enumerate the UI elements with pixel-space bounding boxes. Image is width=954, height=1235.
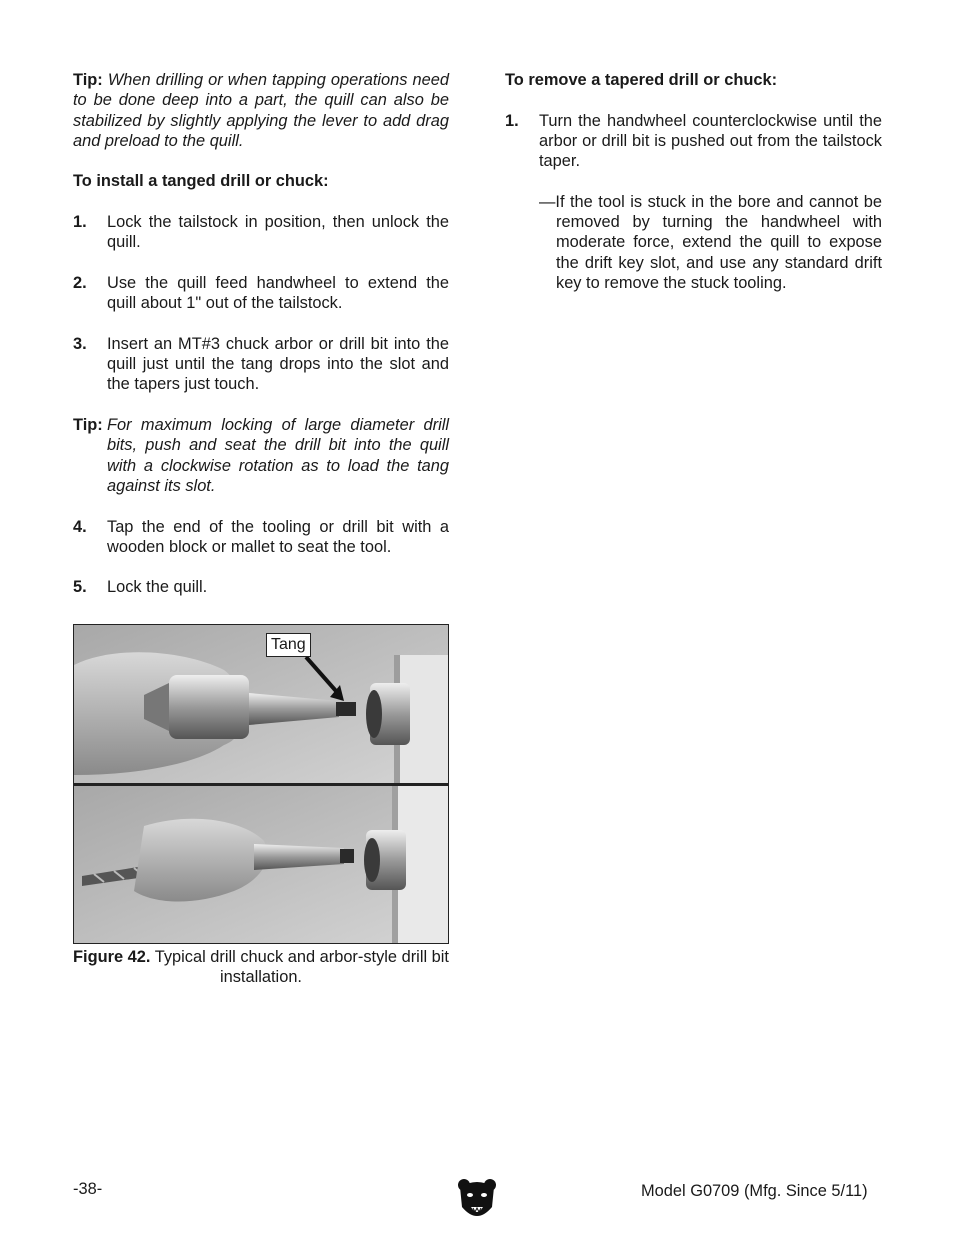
step-number: 1. [73, 213, 87, 232]
tip-text: For maximum locking of large diameter drill bits, push and seat the drill bit into the quill with a clockwise rotation as to load the tang against its slot. [107, 416, 449, 495]
tip-large-drill [73, 415, 449, 496]
install-step-2 [73, 273, 449, 314]
stuck-tool-note: —If the tool is stuck in the bore and cannot be removed by turning the handwheel with moderate force, extend the quill to expose the drift key slot, and use any standard drift key to remove the stuck tooling. [539, 192, 882, 292]
left-column [73, 70, 449, 598]
step-text: Lock the quill. [107, 578, 208, 597]
model-info: Model G0709 (Mfg. Since 5/11) [641, 1182, 868, 1200]
install-step-1 [73, 212, 449, 253]
step-text: Tap the end of the tooling or drill bit with a wooden block or mallet to seat the tool. [107, 517, 449, 556]
install-step-5 [73, 577, 449, 597]
page-number: -38- [73, 1180, 103, 1198]
tip-drilling-deep [73, 70, 449, 151]
figure-42 [73, 624, 449, 988]
install-step-3 [73, 334, 449, 395]
chuck-photo [73, 624, 449, 784]
step-number: 2. [73, 273, 87, 292]
bear-logo-icon [456, 1177, 498, 1223]
tip-label: Tip: [73, 71, 103, 89]
step-text: Use the quill feed handwheel to extend the quill about 1" out of the tailstock. [107, 273, 449, 313]
step-text: Insert an MT#3 chuck arbor or drill bit into the quill just until the tang drops into the slot and the tapers just touch. [107, 334, 449, 394]
remove-step-1 [505, 111, 882, 172]
step-number: 5. [73, 578, 87, 597]
tip-label: Tip: [73, 416, 103, 435]
step-number: 4. [73, 517, 87, 536]
right-column [505, 70, 882, 293]
step-text: Lock the tailstock in position, then unlock the quill. [107, 213, 449, 252]
remove-heading: To remove a tapered drill or chuck: [505, 71, 778, 89]
install-heading: To install a tanged drill or chuck: [73, 172, 329, 191]
step-text: Turn the handwheel counterclockwise until the arbor or drill bit is pushed out from the tailstock taper. [539, 111, 882, 171]
tip-text: When drilling or when tapping operations need to be done deep into a part, the quill can also be stabilized by slightly applying the lever to add drag and preload to the quill. [73, 71, 449, 150]
tang-callout: Tang [266, 633, 311, 657]
drill-bit-photo [73, 784, 449, 944]
figure-caption [73, 947, 449, 988]
step-number: 3. [73, 334, 87, 353]
step-number: 1. [505, 111, 519, 130]
install-step-4 [73, 517, 449, 558]
figure-label: Figure 42. [73, 948, 151, 966]
figure-caption-text: Typical drill chuck and arbor-style drill bit installation. [154, 948, 449, 987]
